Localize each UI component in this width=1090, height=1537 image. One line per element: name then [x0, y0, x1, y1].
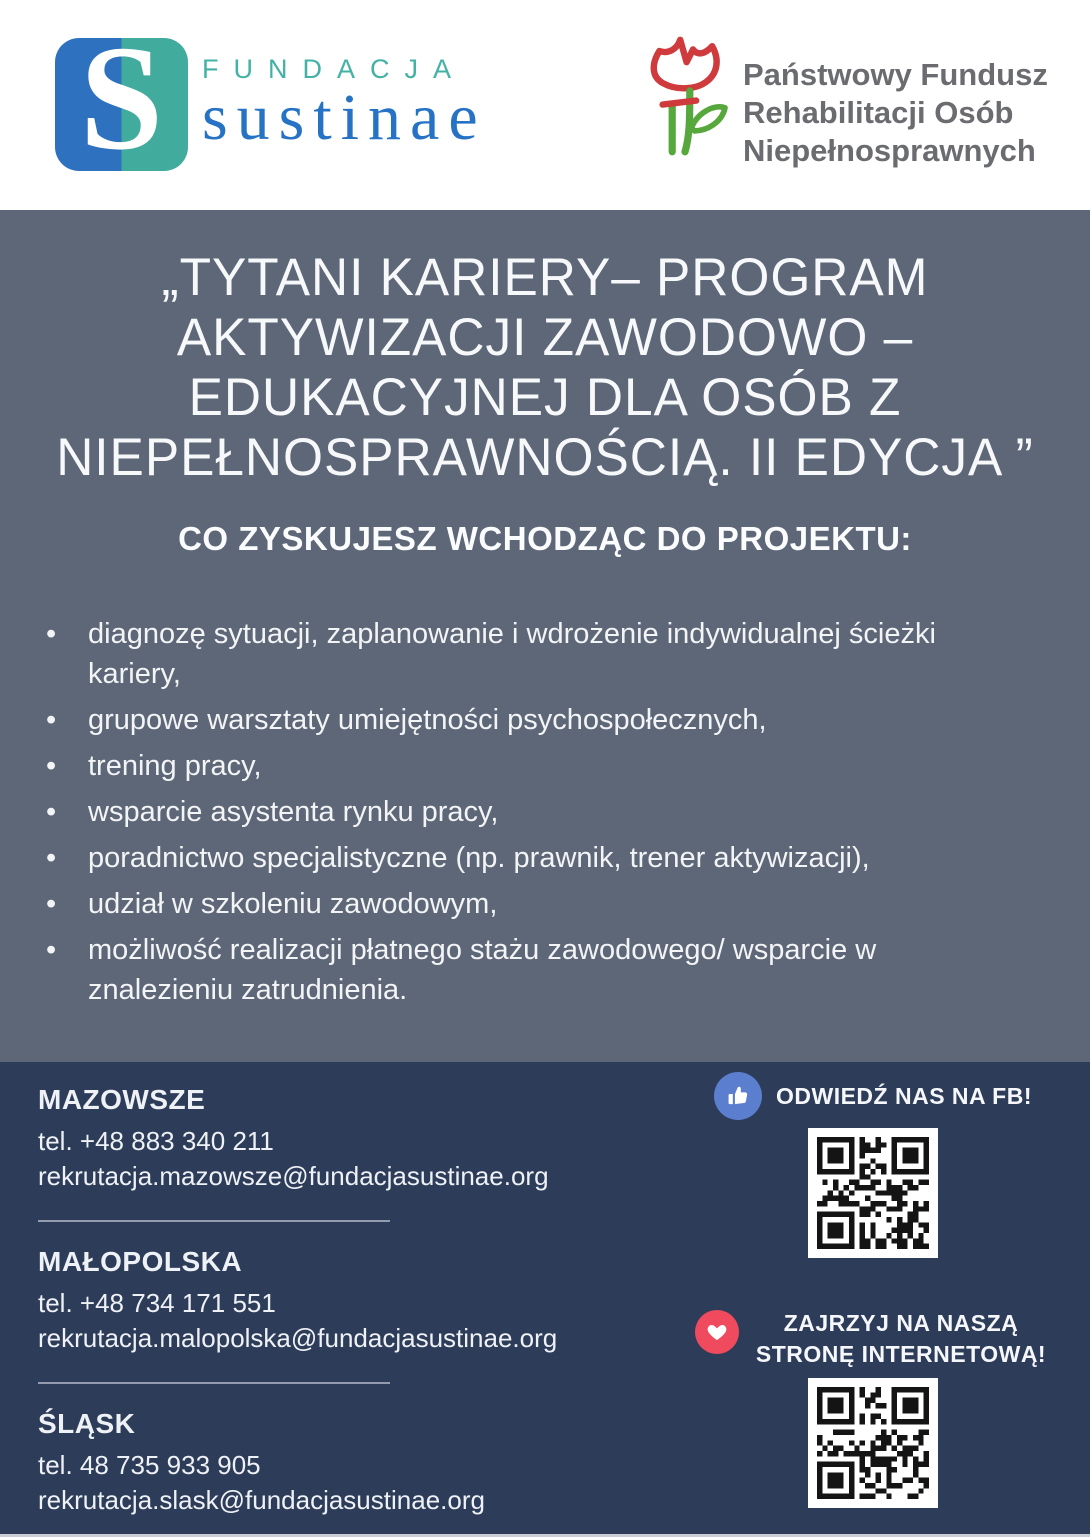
- sustinae-logo: [55, 14, 487, 181]
- region-slask: [38, 1408, 668, 1518]
- pfron-logo: [645, 14, 1048, 176]
- region-name: MAŁOPOLSKA: [38, 1246, 243, 1277]
- pfron-line: Państwowy Fundusz: [743, 57, 1048, 92]
- region-phone: tel. +48 734 171 551: [38, 1288, 276, 1318]
- contact-footer: [0, 1062, 1090, 1537]
- website-callout: [695, 1308, 1051, 1370]
- title-line: EDUKACYJNEJ DLA OSÓB Z: [188, 368, 902, 427]
- divider: [38, 1220, 390, 1222]
- benefits-list: [0, 614, 1090, 1010]
- sustinae-monogram-icon: [55, 14, 188, 181]
- facebook-label: ODWIEDŹ NAS NA FB!: [775, 1082, 1032, 1109]
- list-item: • diagnozę sytuacji, zaplanowanie i wdrożenie indywidualnej ścieżki kariery,: [88, 614, 995, 694]
- list-item: • trening pracy,: [88, 746, 995, 786]
- list-item: • udział w szkoleniu zawodowym,: [88, 884, 995, 924]
- list-item: • możliwość realizacji płatnego stażu zawodowego/ wsparcie w znalezieniu zatrudnienia.: [88, 930, 995, 1010]
- region-email: rekrutacja.malopolska@fundacjasustinae.org: [38, 1323, 558, 1353]
- title-line: „TYTANI KARIERY– PROGRAM: [161, 248, 929, 307]
- list-item: • poradnictwo specjalistyczne (np. prawnik, trener aktywizacji),: [88, 838, 995, 878]
- pfron-line: Niepełnosprawnych: [743, 133, 1036, 168]
- region-email: rekrutacja.mazowsze@fundacjasustinae.org: [38, 1161, 549, 1191]
- qr-code-website: [808, 1378, 938, 1508]
- divider: [38, 1382, 390, 1384]
- region-mazowsze: [38, 1084, 668, 1194]
- qr-code-facebook: [808, 1128, 938, 1258]
- fundacja-label: FUNDACJA: [202, 54, 467, 84]
- section-heading: CO ZYSKUJESZ WCHODZĄC DO PROJEKTU:: [178, 520, 912, 557]
- list-item: • wsparcie asystenta rynku pracy,: [88, 792, 995, 832]
- heart-icon: [695, 1310, 739, 1354]
- list-item: • grupowe warsztaty umiejętności psychospołecznych,: [88, 700, 995, 740]
- website-label: ZAJRZYJ NA NASZĄ STRONĘ INTERNETOWĄ!: [755, 1310, 1047, 1367]
- monogram-letter: S: [79, 14, 164, 181]
- sustinae-label: sustinae: [202, 81, 487, 154]
- region-email: rekrutacja.slask@fundacjasustinae.org: [38, 1485, 485, 1515]
- thumbs-up-icon: [714, 1072, 762, 1120]
- pfron-name: [743, 14, 1048, 170]
- region-name: ŚLĄSK: [38, 1408, 136, 1439]
- region-phone: tel. +48 883 340 211: [38, 1126, 274, 1156]
- poster-title: [16, 248, 1073, 488]
- region-phone: tel. 48 735 933 905: [38, 1450, 261, 1480]
- pfron-line: Rehabilitacji Osób: [743, 95, 1014, 130]
- region-malopolska: [38, 1246, 668, 1356]
- title-line: AKTYWIZACJI ZAWODOWO –: [176, 308, 914, 367]
- region-name: MAZOWSZE: [38, 1084, 206, 1115]
- hero-section: [0, 210, 1090, 1062]
- facebook-callout: [714, 1072, 1032, 1120]
- title-line: NIEPEŁNOSPRAWNOŚCIĄ. II EDYCJA ”: [56, 428, 1034, 487]
- sustinae-wordmark: [202, 38, 487, 154]
- region-contacts: [38, 1084, 668, 1518]
- social-column: [703, 1072, 1047, 1508]
- header: [0, 0, 1090, 210]
- tulip-icon: [645, 14, 733, 176]
